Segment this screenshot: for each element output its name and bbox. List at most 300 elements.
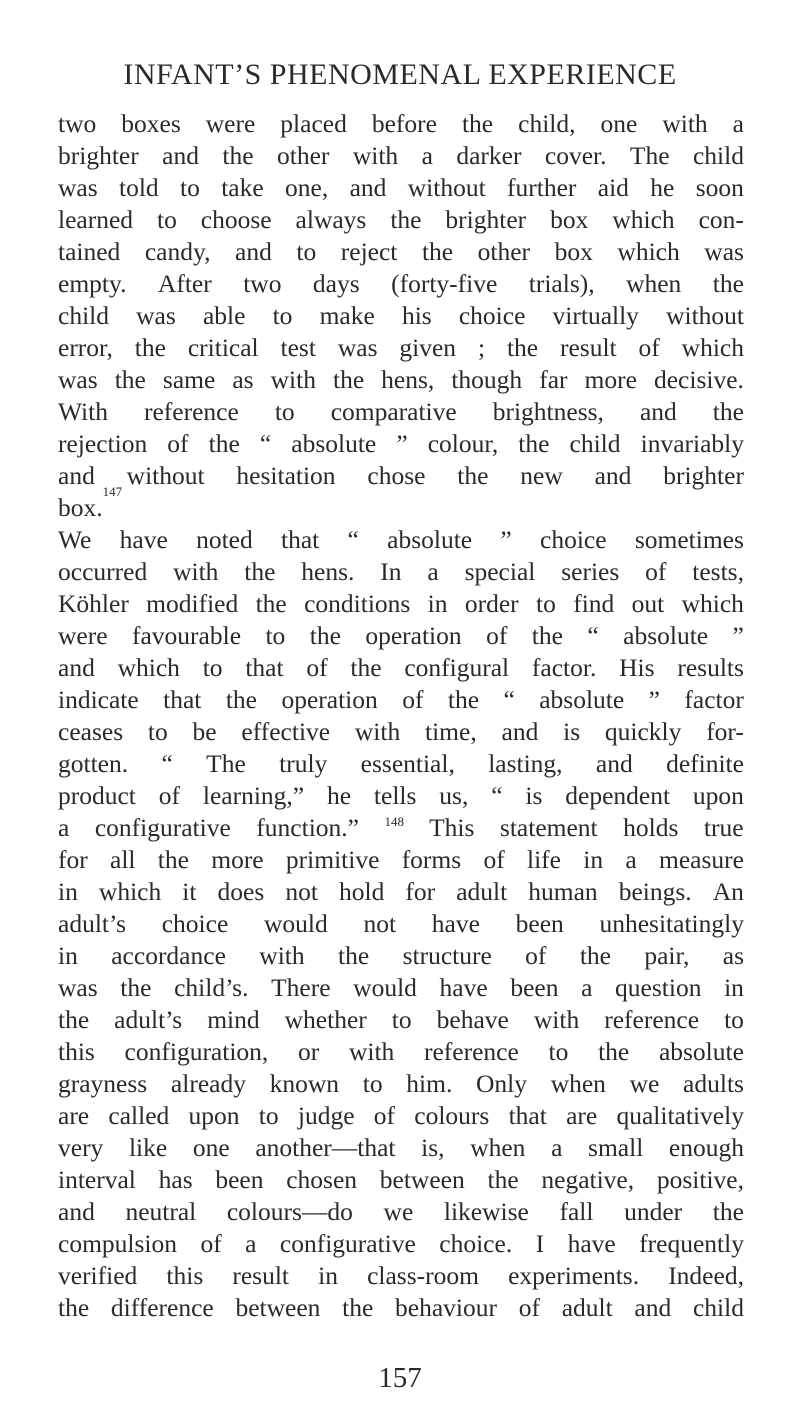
text-line-content	[58, 268, 744, 300]
text-fragment: a configurative function.”	[58, 813, 359, 842]
word: absolute	[291, 429, 377, 458]
word: and	[501, 717, 539, 746]
word: new	[520, 461, 563, 490]
text-line-content	[58, 460, 744, 492]
word: and	[595, 749, 633, 778]
word: critical	[187, 333, 259, 362]
word: cover.	[544, 141, 607, 170]
text-line-content	[58, 684, 744, 716]
word: for-	[706, 717, 744, 746]
word: the	[712, 397, 744, 426]
word: trials),	[528, 269, 595, 298]
word: the	[579, 941, 611, 970]
word: experiments.	[508, 1261, 640, 1290]
text-line	[58, 972, 744, 1004]
word: grayness	[58, 1069, 148, 1098]
word: without	[407, 173, 486, 202]
word: pair,	[644, 941, 690, 970]
word: without	[126, 461, 205, 490]
word: box	[550, 205, 589, 234]
word: known	[269, 1069, 340, 1098]
text-line-content	[58, 588, 744, 620]
word: like	[128, 1133, 168, 1162]
word: already	[170, 1069, 246, 1098]
word: effective	[241, 717, 331, 746]
word: adult	[561, 1293, 613, 1322]
text-line-content	[58, 364, 744, 396]
text-line-content	[58, 748, 744, 780]
word: and	[639, 397, 677, 426]
word: soon	[695, 173, 744, 202]
word: of	[306, 653, 328, 682]
word: question	[615, 973, 702, 1002]
word: adult	[456, 877, 508, 906]
text-line-content	[58, 1100, 744, 1132]
word: tells	[373, 781, 417, 810]
word: one	[192, 1133, 230, 1162]
word: he	[326, 781, 352, 810]
word: results	[677, 653, 744, 682]
text-line	[58, 876, 744, 908]
word: under	[624, 1197, 683, 1226]
text-line-content	[58, 1228, 744, 1260]
word: the	[518, 429, 550, 458]
text-line-content	[58, 332, 744, 364]
text-line-content	[58, 1068, 744, 1100]
text-line-content	[58, 172, 744, 204]
word: the	[421, 237, 454, 266]
text-line	[58, 844, 744, 876]
word: as	[722, 941, 744, 970]
text-line-content	[58, 940, 744, 972]
word: to	[147, 717, 168, 746]
word: interval	[58, 1165, 136, 1194]
text-line	[58, 524, 744, 556]
word: with	[270, 365, 316, 394]
word: operation	[365, 621, 462, 650]
word: the	[58, 1293, 90, 1322]
word: child	[569, 429, 621, 458]
word: tests,	[692, 557, 744, 586]
word: colours—do	[226, 1197, 353, 1226]
text-line-content	[58, 876, 744, 908]
word: to	[156, 205, 177, 234]
word: was	[136, 301, 176, 330]
word: judge	[297, 1101, 355, 1130]
page-number: 157	[378, 1362, 422, 1394]
text-line-content	[58, 908, 744, 940]
word: the	[342, 1293, 374, 1322]
word: His	[619, 653, 655, 682]
word: ”	[396, 429, 408, 458]
word: this	[166, 1261, 204, 1290]
word: his	[401, 301, 432, 330]
text-fragment: This statement holds true	[429, 813, 744, 842]
word: factor	[684, 685, 744, 714]
word: the	[506, 333, 539, 362]
word: is	[563, 717, 581, 746]
word: which	[681, 589, 744, 618]
word: upon	[188, 1101, 240, 1130]
word: adult’s	[114, 1005, 183, 1034]
text-line-content	[58, 428, 744, 460]
word: brighter	[445, 205, 527, 234]
word: that	[163, 685, 202, 714]
word: Indeed,	[668, 1261, 744, 1290]
word: test	[280, 333, 316, 362]
word: child	[58, 301, 109, 330]
word: reference	[143, 397, 239, 426]
word: are	[58, 1101, 90, 1130]
word: out	[631, 589, 665, 618]
word: not	[285, 877, 318, 906]
word: choice.	[439, 1229, 513, 1258]
word: to	[362, 1069, 383, 1098]
word: frequently	[639, 1229, 744, 1258]
word: is,	[421, 1133, 445, 1162]
word: which	[681, 333, 744, 362]
word: was	[58, 365, 98, 394]
word: Köhler	[58, 589, 129, 618]
word: to	[180, 173, 200, 202]
text-line	[58, 1068, 744, 1100]
word: Only	[476, 1069, 528, 1098]
word: behaviour	[395, 1293, 497, 1322]
word: and	[594, 461, 632, 490]
word: primitive	[285, 845, 380, 874]
word: brighter	[58, 141, 139, 170]
word: fall	[559, 1197, 594, 1226]
word: without	[666, 301, 744, 330]
text-line	[58, 684, 744, 716]
word: though	[451, 365, 523, 394]
word: con-	[698, 205, 744, 234]
word: have	[119, 525, 168, 554]
word: a	[625, 845, 637, 874]
footnote-ref[interactable]: 147	[102, 484, 123, 499]
text-line	[58, 940, 744, 972]
word: told	[119, 173, 159, 202]
word: the	[114, 365, 146, 394]
word: quickly	[604, 717, 682, 746]
word: find	[573, 589, 615, 618]
word: hens.	[301, 557, 355, 586]
word: to	[202, 653, 223, 682]
word: life	[527, 845, 561, 874]
text-line	[58, 268, 744, 300]
word: to	[258, 1101, 279, 1130]
text-line-content: box.	[58, 493, 103, 522]
word: the	[531, 621, 563, 650]
word: accordance	[111, 941, 226, 970]
word: hesitation	[236, 461, 336, 490]
text-line-content	[58, 972, 744, 1004]
text-line	[58, 204, 744, 236]
word: with	[348, 1037, 395, 1066]
word: enough	[668, 1133, 744, 1162]
word: far	[539, 365, 568, 394]
text-line-content	[58, 1132, 744, 1164]
text-line	[58, 1228, 744, 1260]
word: operation	[281, 685, 378, 714]
word: when	[470, 1133, 526, 1162]
word: with	[259, 941, 305, 970]
word: “	[503, 685, 515, 714]
word: comparative	[330, 397, 457, 426]
word: and	[58, 461, 95, 490]
word: been	[510, 973, 559, 1002]
text-line	[58, 1036, 744, 1068]
word: dependent	[565, 781, 671, 810]
word: to	[536, 589, 556, 618]
word: of	[486, 621, 508, 650]
word: child	[692, 141, 744, 170]
word: and	[235, 237, 272, 266]
word: learned	[58, 205, 134, 234]
word: all	[110, 845, 136, 874]
text-line	[58, 300, 744, 332]
word: of	[402, 685, 424, 714]
text-line-content	[58, 620, 744, 652]
word: An	[712, 877, 744, 906]
text-line-content	[58, 556, 744, 588]
word: forms	[401, 845, 462, 874]
word: configuration,	[124, 1037, 269, 1066]
word: chosen	[286, 1165, 358, 1194]
word: the	[712, 1197, 744, 1226]
word: a	[421, 141, 433, 170]
word: of	[483, 845, 505, 874]
word: child	[692, 1293, 744, 1322]
word: aid	[597, 173, 629, 202]
word: of	[525, 941, 547, 970]
text-line-content	[58, 812, 744, 844]
text-line-content	[58, 1164, 744, 1196]
text-line	[58, 1164, 744, 1196]
word: truly	[279, 749, 328, 778]
word: to	[548, 1037, 569, 1066]
text-line-content	[58, 140, 744, 172]
word: definite	[666, 749, 744, 778]
word: which	[117, 653, 180, 682]
footnote-ref[interactable]: 148	[384, 814, 404, 829]
text-line-content	[58, 1004, 744, 1036]
word: of	[638, 333, 660, 362]
word: time,	[425, 717, 477, 746]
word: sometimes	[634, 525, 744, 554]
word: take	[221, 173, 264, 202]
word: as	[232, 365, 254, 394]
word: in	[58, 877, 78, 906]
word: configural	[404, 653, 510, 682]
word: the	[58, 1005, 90, 1034]
word: virtually	[552, 301, 639, 330]
word: difference	[110, 1293, 214, 1322]
text-line	[58, 716, 744, 748]
word: In	[380, 557, 402, 586]
text-line	[58, 780, 744, 812]
word: to	[265, 621, 286, 650]
word: of	[158, 781, 181, 810]
word: in	[318, 1261, 338, 1290]
word: with	[533, 1005, 580, 1034]
word: called	[108, 1101, 170, 1130]
word: decisive.	[653, 365, 744, 394]
text-line-content	[58, 716, 744, 748]
word: reference	[604, 1005, 700, 1034]
word: indicate	[58, 685, 139, 714]
word: boxes	[121, 109, 181, 138]
text-line-content	[58, 1036, 744, 1068]
word: “	[587, 621, 599, 650]
word: or	[298, 1037, 320, 1066]
word: that	[508, 1101, 547, 1130]
word: the	[255, 589, 287, 618]
word: the	[487, 1165, 519, 1194]
word: upon	[692, 781, 744, 810]
word: it	[182, 877, 197, 906]
word: given	[399, 333, 457, 362]
word: empty.	[58, 269, 127, 298]
word: favourable	[131, 621, 242, 650]
text-line-content	[58, 300, 744, 332]
word: structure	[402, 941, 492, 970]
word: the	[134, 333, 166, 362]
word: The	[629, 141, 670, 170]
text-line	[58, 652, 744, 684]
word: absolute	[623, 621, 709, 650]
word: have	[567, 1229, 616, 1258]
text-line	[58, 172, 744, 204]
word: other	[477, 237, 531, 266]
word: a	[245, 1229, 257, 1258]
word: result	[232, 1261, 290, 1290]
word: further	[507, 173, 577, 202]
word: colours	[414, 1101, 490, 1130]
word: ”	[500, 525, 512, 554]
word: likewise	[443, 1197, 529, 1226]
word: to	[724, 1005, 744, 1034]
text-line	[58, 1004, 744, 1036]
word: candy,	[144, 237, 211, 266]
word: other	[276, 141, 330, 170]
word: with	[354, 717, 401, 746]
word: placed	[280, 109, 347, 138]
word: which	[617, 237, 680, 266]
word: he	[650, 173, 675, 202]
text-line	[58, 484, 744, 524]
word: negative,	[541, 1165, 635, 1194]
word: between	[235, 1293, 321, 1322]
word: the	[461, 109, 494, 138]
word: for	[405, 877, 436, 906]
word: neutral	[125, 1197, 197, 1226]
word: of	[373, 1101, 396, 1130]
word: hens,	[381, 365, 435, 394]
word: are	[566, 1101, 598, 1130]
word: order	[464, 589, 519, 618]
word: the	[332, 365, 365, 394]
word: able	[202, 301, 246, 330]
text-line	[58, 812, 744, 844]
word: the	[338, 941, 370, 970]
text-line-content	[58, 236, 744, 268]
word: same	[162, 365, 216, 394]
text-line	[58, 1132, 744, 1164]
word: was	[704, 237, 744, 266]
word: a	[581, 973, 593, 1002]
word: reference	[424, 1037, 519, 1066]
word: ;	[477, 333, 486, 362]
word: a	[551, 1133, 563, 1162]
word: “	[161, 749, 173, 778]
word: to	[391, 1005, 412, 1034]
word: compulsion	[58, 1229, 177, 1258]
word: There	[271, 973, 331, 1002]
word: brighter	[663, 461, 744, 490]
text-line-content	[58, 396, 744, 428]
word: not	[363, 909, 397, 938]
text-line	[58, 1196, 744, 1228]
word: this	[58, 1037, 95, 1066]
word: for	[58, 845, 88, 874]
word: error,	[58, 333, 113, 362]
word: gotten.	[58, 749, 129, 778]
word: ”	[648, 685, 660, 714]
word: choice	[540, 525, 607, 554]
word: brightness,	[492, 397, 604, 426]
word: box	[554, 237, 593, 266]
text-line-content	[58, 1292, 744, 1324]
word: the	[208, 429, 240, 458]
word: child’s.	[174, 973, 249, 1002]
word: with	[662, 109, 708, 138]
word: of	[518, 1293, 540, 1322]
word: one	[600, 109, 638, 138]
word: be	[192, 717, 217, 746]
text-line	[58, 588, 744, 620]
word: invariably	[640, 429, 744, 458]
word: before	[371, 109, 437, 138]
word: configurative	[279, 1229, 416, 1258]
word: been	[215, 1165, 264, 1194]
word: to	[274, 397, 295, 426]
word: very	[58, 1133, 104, 1162]
word: (forty-five	[391, 269, 498, 298]
word: when	[626, 269, 682, 298]
word: adult’s	[58, 909, 126, 938]
word: two	[58, 109, 97, 138]
word: been	[515, 909, 564, 938]
word: and	[58, 1197, 95, 1226]
word: class-room	[367, 1261, 479, 1290]
running-head: INFANT’S PHENOMENAL EXPERIENCE	[123, 58, 677, 91]
text-line	[58, 1260, 744, 1292]
word: in	[427, 589, 448, 618]
word: “	[491, 781, 503, 810]
word: product	[58, 781, 136, 810]
text-line	[58, 364, 744, 396]
word: always	[295, 205, 367, 234]
word: of	[167, 429, 189, 458]
word: choice	[458, 301, 526, 330]
word: the	[598, 1037, 630, 1066]
word: have	[439, 973, 488, 1002]
word: were	[205, 109, 256, 138]
word: two	[243, 269, 282, 298]
word: learning,”	[202, 781, 305, 810]
word: whether	[284, 1005, 367, 1034]
